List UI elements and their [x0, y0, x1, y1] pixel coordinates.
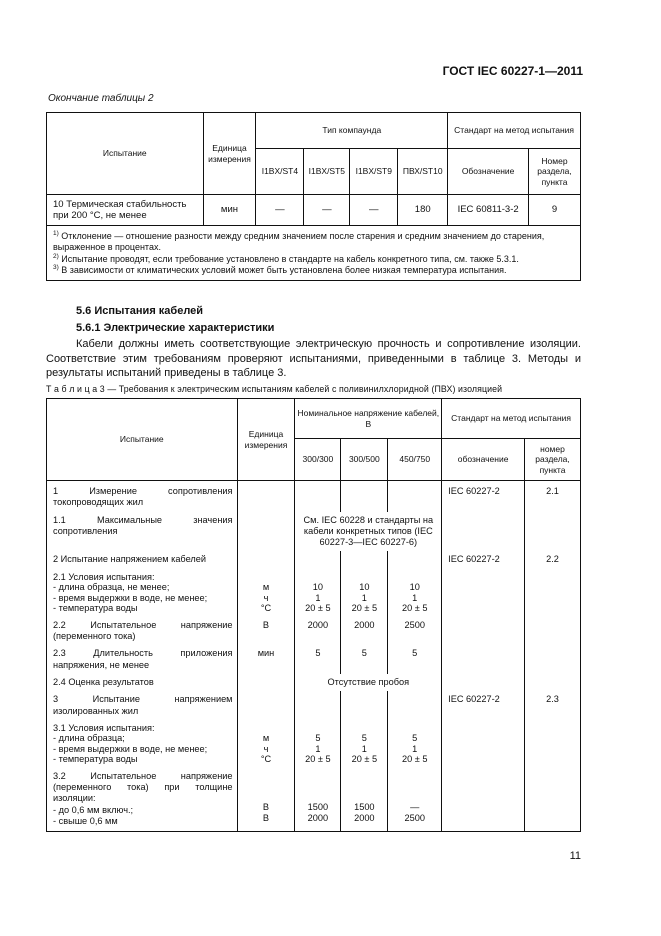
t3-header-voltage: Номинальное напряжение кабелей, В [295, 399, 442, 439]
t2-compound: ПВХ/ST10 [398, 149, 448, 195]
table2 [46, 112, 581, 281]
t2-compound: I1BX/ST9 [350, 149, 398, 195]
t2-header-standard: Стандарт на метод испытания [448, 113, 581, 149]
t2-header-compound: Тип компаунда [256, 113, 448, 149]
footnote: $^{3)}$ В зависимости от климатических условий может быть установлена более низкая температура испытания. [53, 263, 507, 275]
table2-caption: Окончание таблицы 2 [48, 93, 154, 104]
document-id: ГОСТ IEC 60227-1—2011 [442, 64, 583, 78]
table-row: 3.2 Испытательное напряжение (переменного тока) при толщине изоляции: - до 0,6 мм включ.; - свыше 0,6 мм В В 1500 2000 1500 2000 — 2500 [47, 768, 581, 832]
t2-footnotes [47, 226, 581, 281]
t2-row-value: — [256, 195, 304, 226]
t2-row-value: — [304, 195, 350, 226]
footnote: $^{2)}$ Испытание проводят, если требование установлено в стандарте на кабель конкретного типа, см. также 5.3.1. [53, 252, 519, 264]
section-heading: 5.6 Испытания кабелей [76, 305, 204, 317]
t3-voltage: 450/750 [388, 439, 442, 481]
t2-row-value: — [350, 195, 398, 226]
table-row: 2.4 Оценка результатов Отсутствие пробоя [47, 674, 581, 691]
t2-compound: I1BX/ST4 [256, 149, 304, 195]
t3-header-designation: обозначение [442, 439, 525, 481]
table-row: 3.1 Условия испытания: - длина образца; - время выдержки в воде, не менее; - температура воды м ч °С 5 1 20 ± 5 5 1 20 ± 5 5 1 20 ± 5 [47, 720, 581, 768]
t2-row-section: 9 [529, 195, 581, 226]
t3-voltage: 300/500 [341, 439, 388, 481]
table3-caption: Т а б л и ц а 3 — Требования к электрическим испытаниям кабелей с поливинилхлоридной (ПВХ) изоляцией [46, 384, 503, 394]
table-row: 2 Испытание напряжением кабелей IEC 60227-2 2.2 [47, 551, 581, 568]
table-row: 1 Измерение сопротивления токопроводящих жил IEC 60227-2 2.1 [47, 481, 581, 512]
table-row: 2.3 Длительность приложения напряжения, не менее мин 5 5 5 [47, 645, 581, 674]
subsection-heading: 5.6.1 Электрические характеристики [76, 322, 275, 334]
t3-header-test: Испытание [47, 399, 238, 481]
table-row: 2.2 Испытательное напряжение (переменного тока) В 2000 2000 2500 [47, 617, 581, 646]
t2-header-designation: Обозначение [448, 149, 529, 195]
t2-row-value: 180 [398, 195, 448, 226]
footnote: $^{1)}$ Отклонение — отношение разности между средним значением после старения и средним значением до старения, выраженное в процентах. [53, 230, 545, 253]
t3-header-unit: Единица измерения [237, 399, 295, 481]
t2-row-test: 10 Термическая стабильность при 200 °С, не менее [47, 195, 204, 226]
table-row: 3 Испытание напряжением изолированных жил IEC 60227-2 2.3 [47, 691, 581, 720]
t2-compound: I1BX/ST5 [304, 149, 350, 195]
t2-header-test: Испытание [47, 113, 204, 195]
page-number: 11 [569, 850, 581, 862]
t2-header-unit: Единица измерения [203, 113, 256, 195]
body-paragraph: Кабели должны иметь соответствующие электрическую прочность и сопротивление изоляции. Соответствие этим требованиям проверяют испытаниями, приведенными в таблице 3. Методы и результаты испытаний приведены в таблице 3. [46, 338, 581, 379]
t3-voltage: 300/300 [295, 439, 341, 481]
table-row: 1.1 Максимальные значения сопротивления См. IEC 60228 и стандарты на кабели конкретных типов (IEC 60227-3—IEC 60227-6) [47, 512, 581, 552]
t2-header-section: Номер раздела, пункта [529, 149, 581, 195]
t2-row-standard: IEC 60811-3-2 [448, 195, 529, 226]
table3 [46, 398, 581, 832]
table-row: 2.1 Условия испытания: - длина образца, не менее; - время выдержки в воде, не менее; - температура воды м ч °С 10 1 20 ± 5 10 1 20 ± 5 10 1 20 ± 5 [47, 569, 581, 617]
t2-row-unit: мин [203, 195, 256, 226]
t3-header-standard: Стандарт на метод испытания [442, 399, 581, 439]
t3-header-section: номер раздела, пункта [525, 439, 581, 481]
